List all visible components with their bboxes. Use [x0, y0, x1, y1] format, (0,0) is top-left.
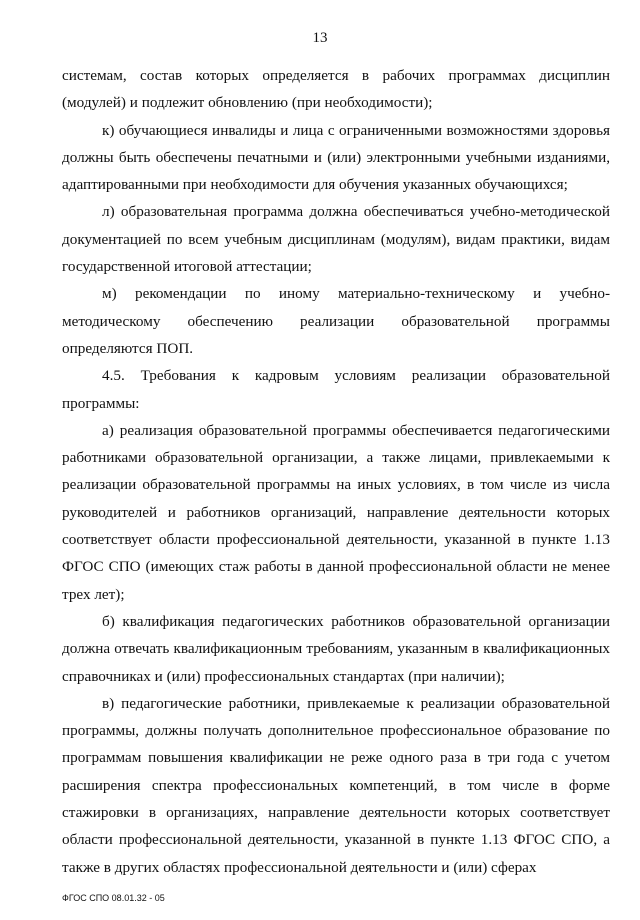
paragraph-item-l: л) образовательная программа должна обеспечиваться учебно-методической документацией по всем учебным дисциплинам (модулям), видам практики, видам государственной итоговой аттестации; [62, 203, 610, 276]
section-heading-4-5: 4.5. Требования к кадровым условиям реализации образовательной программы: [62, 367, 610, 412]
document-footer: ФГОС СПО 08.01.32 - 05 [62, 893, 165, 903]
page-number: 13 [312, 30, 328, 46]
paragraph-item-k: к) обучающиеся инвалиды и лица с ограниченными возможностями здоровья должны быть обеспечены печатными и (или) электронными учебными изданиями, адаптированными при необходимости для обучения указанных обучающихся; [62, 121, 610, 194]
paragraph-item-b: б) квалификация педагогических работников образовательной организации должна отвечать квалификационным требованиям, указанным в квалификационных справочниках и (или) профессиональных стандартах (при наличии); [62, 612, 610, 685]
document-body [62, 62, 610, 881]
paragraph-item-v: в) педагогические работники, привлекаемые к реализации образовательной программы, должны получать дополнительное профессиональное образование по программам повышения квалификации не реже одного раза в три года с учетом расширения спектра профессиональных компетенций, в том числе в форме стажировки в организациях, направление деятельности которых соответствует области профессиональной деятельности, указанной в пункте 1.13 ФГОС СПО, а также в других областях профессиональной деятельности и (или) сферах [62, 694, 610, 876]
paragraph-continuation: системам, состав которых определяется в рабочих программах дисциплин (модулей) и подлежит обновлению (при необходимости); [62, 67, 610, 112]
paragraph-item-a: а) реализация образовательной программы обеспечивается педагогическими работниками образовательной организации, а также лицами, привлекаемыми к реализации образовательной программы на иных условиях, в том числе из числа руководителей и работников организаций, направление деятельности которых соответствует области профессиональной деятельности, указанной в пункте 1.13 ФГОС СПО (имеющих стаж работы в данной профессиональной области не менее трех лет); [62, 421, 610, 603]
paragraph-item-m: м) рекомендации по иному материально-техническому и учебно-методическому обеспечению реализации образовательной программы определяются ПОП. [62, 285, 610, 357]
